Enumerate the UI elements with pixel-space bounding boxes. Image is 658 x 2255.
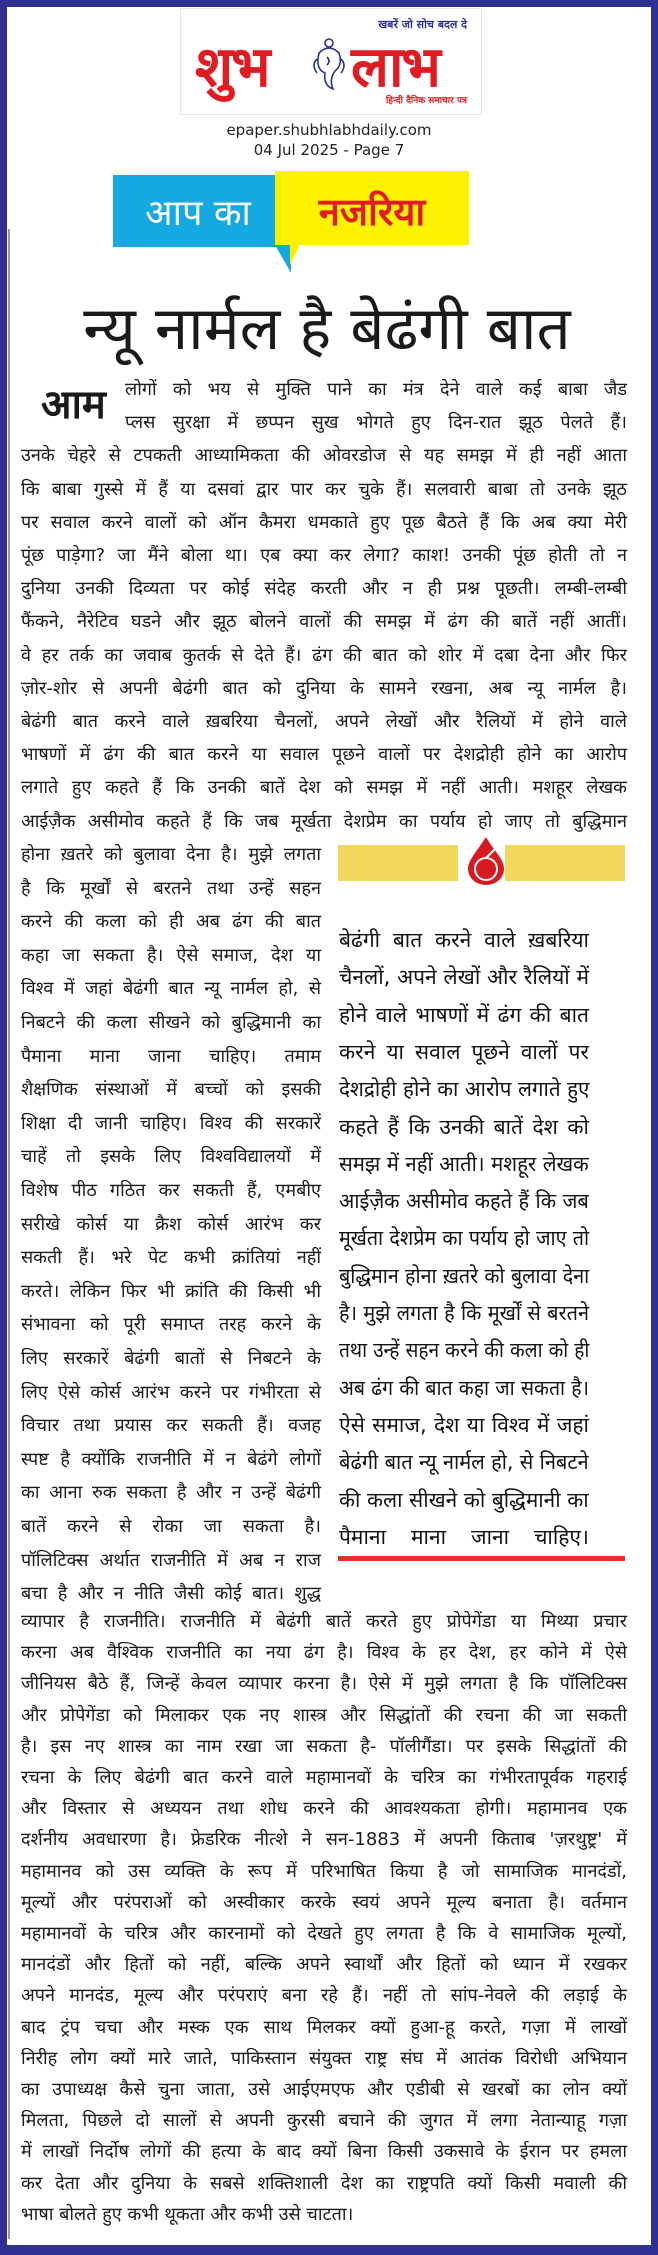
article-line: विशेष पीठ गठित कर सकती हैं, एमबीए xyxy=(21,1180,321,1201)
article-line: बाद ट्रंप चचा और मस्क एक साथ मिलकर क्यों हुआ-हू करते, गज़ा में लाखों xyxy=(21,2016,627,2038)
article-line: लिए ऐसे कोर्स आरंभ करने पर गंभीरता से xyxy=(21,1381,321,1403)
pull-quote-line: करने या सवाल पूछने वालों पर xyxy=(339,1039,589,1064)
epaper-url[interactable]: epaper.shubhlabhdaily.com xyxy=(226,121,432,139)
article-line: प्लस सुरक्षा में छप्पन सुख भोगते हुए दिन-रात झूठ पेलते हैं। xyxy=(125,412,627,434)
pull-quote-line: होने वाले भाषणों में ढंग की बात xyxy=(339,1002,589,1027)
masthead-subtitle: हिन्दी दैनिक समाचार पत्र xyxy=(385,96,467,106)
dropcap: आम xyxy=(41,382,106,428)
pull-quote-underline xyxy=(338,1556,625,1561)
article-line: मानदंडों और हितों को नहीं, बल्कि अपने स्वार्थों और हितों को ध्यान में रखकर xyxy=(21,1954,627,1976)
article-line: सरीखे कोर्स या क्रैश कोर्स आरंभ कर xyxy=(21,1213,321,1235)
article-line: विचार तथा प्रयास कर सकती हैं। वजह xyxy=(21,1415,321,1437)
article-line: कर देता और दुनिया के सबसे शक्तिशाली देश का राष्ट्रपति क्यों किसी मवाली की xyxy=(21,2172,627,2194)
article-line: फैंकने, नैरेटिव घडने और झूठ बोलने वालों की समझ में ढंग की बातें नहीं आतीं। xyxy=(21,611,627,633)
masthead-logo xyxy=(180,8,482,115)
pull-quote-line: देशद्रोही होने का आरोप लगाते हुए xyxy=(339,1077,590,1102)
article-line: विश्व में जहां बेढंगी बात न्यू नार्मल हो, से xyxy=(21,978,321,1000)
pull-quote-line: पैमाना माना जाना चाहिए। xyxy=(339,1524,589,1549)
banner-pointer-yellow xyxy=(290,245,300,265)
article-line: भाषा बोलते हुए कभी थूकता और कभी उसे चाटता। xyxy=(21,2203,354,2225)
article-line: कि बाबा गुस्से में हैं या दसवां द्वार पार कर चुके हैं। सलवारी बाबा तो उनके झूठ xyxy=(21,478,627,500)
article-line: बातें करने से रोका जा सकता है। xyxy=(21,1516,321,1537)
pull-quote-line: कहते हैं कि उनकी बातें देश को xyxy=(339,1114,589,1139)
article-line: लगाते हुए कहते हैं कि उनकी बातें देश को समझ में नहीं आती। मशहूर लेखक xyxy=(21,777,627,799)
article-line: शिक्षा दी जानी चाहिए। विश्व की सरकारें xyxy=(21,1112,321,1134)
article-line: रचना के लिए बेढंगी बात करने वाले महामानवों के चरित्र का गंभीरतापूर्वक गहराई xyxy=(21,1767,627,1788)
banner-pointer xyxy=(275,245,291,273)
article-line: बेढंगी बात करने वाले ख़बरिया चैनलों, अपने लेखों और रैलियों में होने वाले xyxy=(21,711,627,732)
publication-logo-icon xyxy=(464,835,508,885)
article-line: महामानव को उस व्यक्ति के रूप में परिभाषित किया है जो सामाजिक मानदंडों, xyxy=(21,1860,627,1882)
pull-quote-line: आईज़ैक असीमोव कहते हैं कि जब xyxy=(339,1189,589,1214)
date-page: 04 Jul 2025 - Page 7 xyxy=(253,141,405,159)
article-line: का उपाध्यक्ष कैसे चुना जाता, उसे आईएमएफ और एडीबी से खरबों का लोन क्यों xyxy=(21,2079,627,2100)
article-line: संभावना को पूरी समाप्त तरह करने के xyxy=(21,1314,321,1336)
pull-quote-line: मूर्खता देशप्रेम का पर्याय हो जाए तो xyxy=(339,1226,590,1251)
article-line: शैक्षणिक संस्थाओं में बच्चों को इसकी xyxy=(21,1079,321,1101)
banner-text-najariya: नजरिया xyxy=(318,190,426,234)
article-line: कहा जा सकता है। ऐसे समाज, देश या xyxy=(21,944,321,966)
article-line: आईज़ैक असीमोव कहते हैं कि जब मूर्खता देशप्रेम का पर्याय हो जाए तो बुद्धिमान xyxy=(21,810,627,832)
article-line: लोगों को भय से मुक्ति पाने का मंत्र देने वाले कई बाबा जैड xyxy=(125,379,627,400)
column-rule xyxy=(8,229,10,2239)
article-line: पैमाना माना जाना चाहिए। तमाम xyxy=(21,1045,321,1067)
article-line: वे हर तर्क का जवाब कुतर्क से देते हैं। ढंग की बात को शोर में दबा देना और फिर xyxy=(21,644,627,666)
article-line: मूल्यों और परंपराओं को अस्वीकार करके स्वयं अपने मूल्य बनाता है। वर्तमान xyxy=(21,1891,627,1913)
masthead-tagline: खबरें जो सोच बदल दे xyxy=(378,18,467,31)
article-line: दुनिया उनकी दिव्यता पर कोई संदेह करती और न ही प्रश्न पूछती। लम्बी-लम्बी xyxy=(21,578,627,600)
newspaper-clipping xyxy=(7,7,651,2245)
article-line: पर सवाल करने वालों को ऑन कैमरा धमकाते हुए पूछ बैठते हैं कि अब क्या मेरी xyxy=(21,511,627,533)
banner-text-aap-ka: आप का xyxy=(145,193,251,234)
article-line: अपने मानदंड, मूल्य और परंपराएं बना रहे हैं। नहीं तो सांप-नेवले की लड़ाई के xyxy=(21,1985,627,2007)
article-line: पूंछ पाड़ेगा? जा मैंने बोला था। एब क्या कर लेगा? काश! उनकी पूंछ होती तो न xyxy=(21,545,627,566)
article-line: चाहें तो इसके लिए विश्वविद्यालयों में xyxy=(21,1146,321,1168)
article-line: दर्शनीय अवधारणा है। फ्रेडरिक नीत्शे ने सन-1883 में अपनी किताब 'ज़रथुष्ट्र' में xyxy=(21,1829,627,1851)
article-line: में लाखों निर्दोष लोगों की हत्या के बाद क्यों बिना किसी उकसावे के ईरान पर हमला xyxy=(21,2141,627,2163)
article-line: करते। लेकिन फिर भी क्रांति की किसी भी xyxy=(21,1280,321,1302)
article-line: मिलता, पिछले दो सालों से अपनी कुरसी बचाने की जुगत में लगा नेतान्याहू गज़ा xyxy=(21,2110,627,2132)
article-line: होना ख़तरे को बुलावा देना है। मुझे लगता xyxy=(21,844,321,865)
article-line: उनके चेहरे से टपकती आध्यामिकता की ओवरडोज से यह समझ में ही नहीं आता xyxy=(21,445,627,467)
article-line: व्यापार है राजनीति। राजनीति में बेढंगी बातें करते हुए प्रोपेगेंडा या मिथ्या प्रचार xyxy=(21,1611,627,1632)
pull-quote-line: है। मुझे लगता है कि मूर्खों से बरतने xyxy=(339,1301,590,1325)
pull-quote-line: अब ढंग की बात कहा जा सकता है। xyxy=(339,1375,589,1400)
brand-right: लाभ xyxy=(351,35,439,100)
article-line: पॉलिटिक्स अर्थात राजनीति में अब न राज xyxy=(21,1549,321,1571)
article-line: जीनियस बैठे हैं, जिन्हें केवल व्यापार करना है। ऐसे में मुझे लगता है कि पॉलिटिक्स xyxy=(21,1673,627,1695)
headline: न्यू नार्मल है बेढंगी बात xyxy=(83,294,571,364)
article-line: है। इस नए शास्त्र का नाम रखा जा सकता है- पॉलीगैंडा। पर इसके सिद्धांतों की xyxy=(21,1735,627,1757)
pull-quote-line: की कला सीखने को बुद्धिमानी का xyxy=(339,1487,589,1512)
article-line: महामानवों के चरित्र और कारनामों को देखते हुए लगता है कि वे सामाजिक मूल्यों, xyxy=(21,1923,627,1944)
article-line: स्पष्ट है क्योंकि राजनीति में न बेढंगे लोगों xyxy=(21,1448,321,1470)
pull-quote-line: बुद्धिमान होना ख़तरे को बुलावा देना xyxy=(339,1263,590,1288)
article-line: है कि मूर्खों से बरतने तथा उन्हें सहन xyxy=(21,877,321,899)
article-line: और विस्तार से अध्ययन तथा शोध करने की आवश्यकता होगी। महामानव एक xyxy=(21,1798,627,1820)
pull-quote-line: तथा उन्हें सहन करने की कला को ही xyxy=(339,1338,590,1363)
pull-quote-line: बेढंगी बात करने वाले ख़बरिया xyxy=(339,928,589,952)
article-line: करने की कला को ही अब ढंग की बात xyxy=(21,911,321,933)
article-line: निबटने की कला सीखने को बुद्धिमानी का xyxy=(21,1012,321,1033)
article-line: निरीह लोग क्यों मारे जाते, पाकिस्तान संयुक्त राष्ट्र संघ में आतंक विरोधी अभियान xyxy=(21,2047,627,2069)
article-line: बचा है और न नीति जैसी कोई बात। शुद्ध xyxy=(21,1583,321,1605)
article-line: लिए सरकारें बेढंगी बातों से निबटने के xyxy=(21,1348,321,1369)
pull-quote-line: चैनलों, अपने लेखों और रैलियों में xyxy=(339,965,589,990)
article-line: करना अब वैश्विक राजनीति का नया ढंग है। विश्व के हर देश, हर कोने में ऐसे xyxy=(21,1642,627,1664)
pull-quote-line: बेढंगी बात न्यू नार्मल हो, से निबटने xyxy=(339,1450,589,1475)
article-line: ज़ोर-शोर से अपनी बेढंगी बात को दुनिया के सामने रखना, अब न्यू नार्मल है। xyxy=(21,677,627,699)
pull-quote-line: समझ में नहीं आती। मशहूर लेखक xyxy=(339,1151,589,1176)
pull-quote-line: ऐसे समाज, देश या विश्व में जहां xyxy=(339,1412,589,1437)
article-line: सकती हैं। भरे पेट कभी क्रांतियां नहीं xyxy=(21,1247,321,1269)
ganesha-icon xyxy=(309,35,349,95)
brand-left: शुभ xyxy=(195,35,269,100)
pull-quote-bar-left xyxy=(338,845,458,881)
pull-quote-bar-right xyxy=(505,845,625,881)
article-line: भाषणों में ढंग की बात करने या सवाल पूछने वालों पर देशद्रोही होने का आरोप xyxy=(21,744,627,766)
article-line: और प्रोपेगेंडा को मिलाकर एक नए शास्त्र और सिद्धांतों की रचना की जा सकती xyxy=(21,1704,627,1726)
article-line: का आना रुक सकता है और न उन्हें बेढंगी xyxy=(21,1482,321,1504)
